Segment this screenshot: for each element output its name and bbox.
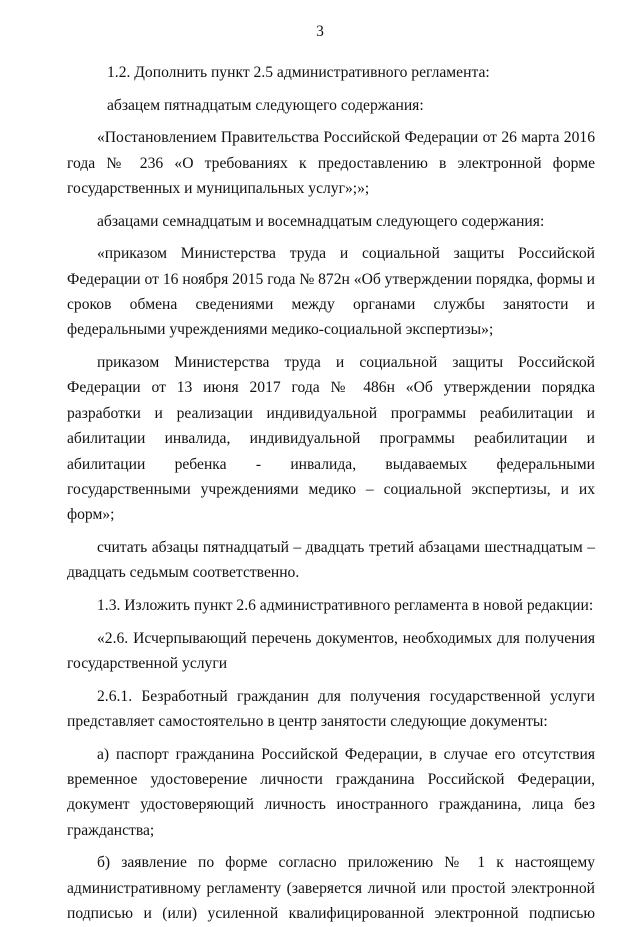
paragraph-order-872n: «приказом Министерства труда и социальной защиты Российской Федерации от 16 ноября 2015 года № 872н «Об утверждении порядка, формы и сроков обмена сведениями между органами службы занятости и федеральными учреждениями медико-социальной экспертизы»;	[67, 245, 595, 339]
paragraph-fifteenth-intro: абзацем пятнадцатым следующего содержания:	[107, 96, 424, 114]
paragraph-seventeenth-intro: абзацами семнадцатым и восемнадцатым следующего содержания:	[97, 212, 545, 230]
paragraph-item-a: а) паспорт гражданина Российской Федерации, в случае его отсутствия временное удостоверение личности гражданина Российской Федерации, документ удостоверяющий личность иностранного гражданина, лица без гражданства;	[67, 745, 595, 839]
paragraph-order-486n: приказом Министерства труда и социальной защиты Российской Федерации от 13 июня 2017 года № 486н «Об утверждении порядка разработки и реализации индивидуальной программы реабилитации и абилитации инвалида, индивидуальной программы реабилитации и абилитации ребенка - инвалида, выдаваемых федеральными государственными учреждениями медико – социальной экспертизы, и их форм»;	[67, 354, 595, 524]
paragraph-1-3: 1.3. Изложить пункт 2.6 административного регламента в новой редакции:	[97, 597, 594, 615]
paragraph-1-2: 1.2. Дополнить пункт 2.5 административного регламента:	[107, 64, 490, 81]
paragraph-2-6-1: 2.6.1. Безработный гражданин для получения государственной услуги представляет самостоятельно в центр занятости следующие документы:	[67, 687, 595, 731]
document-body	[67, 60, 595, 927]
paragraph-renumbering: считать абзацы пятнадцатый – двадцать третий абзацами шестнадцатым – двадцать седьмым соответственно.	[67, 539, 595, 582]
paragraph-2-6-title: «2.6. Исчерпывающий перечень документов, необходимых для получения государственной услуги	[67, 629, 595, 673]
page-number: 3	[316, 23, 324, 40]
paragraph-item-b: б) заявление по форме согласно приложению № 1 к настоящему административному регламенту (заверяется личной или простой электронной подписью и (или) усиленной квалифицированной электронной подписью	[67, 854, 595, 923]
paragraph-resolution-236: «Постановлением Правительства Российской Федерации от 26 марта 2016 года № 236 «О требованиях к предоставлению в электронной форме государственных и муниципальных услуг»;»;	[67, 129, 595, 197]
